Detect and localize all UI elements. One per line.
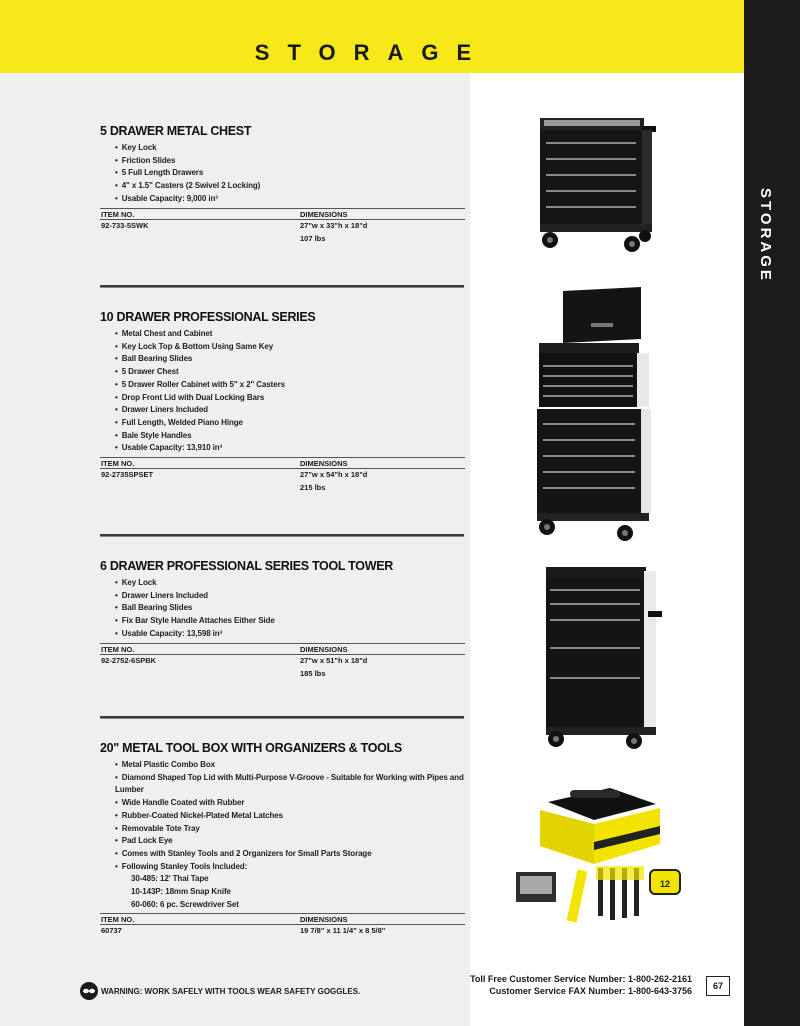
feature-item: • Metal Chest and Cabinet (115, 328, 465, 341)
feature-item: • Drawer Liners Included (115, 404, 465, 417)
chest-5-drawer-image (530, 112, 660, 258)
feature-item: • Following Stanley Tools Included: (115, 861, 465, 874)
feature-list (115, 759, 465, 911)
page-number: 67 (706, 976, 730, 996)
feature-item: • Pad Lock Eye (115, 835, 465, 848)
product-title: 5 DRAWER METAL CHEST (100, 124, 252, 138)
dimensions: 27"w x 33"h x 18"d (300, 220, 368, 230)
product-title: 20" METAL TOOL BOX WITH ORGANIZERS & TOOLS (100, 741, 402, 755)
spec-table (100, 913, 465, 938)
dimensions-header: DIMENSIONS (300, 459, 348, 469)
weight: 107 lbs (300, 233, 326, 243)
dimensions: 19 7/8" x 11 1/4" x 8 5/8" (300, 926, 386, 936)
product-title: 6 DRAWER PROFESSIONAL SERIES TOOL TOWER (100, 559, 393, 573)
feature-item: • Comes with Stanley Tools and 2 Organizers for Small Parts Storage (115, 848, 465, 861)
dimensions-header: DIMENSIONS (300, 209, 348, 219)
feature-list (115, 328, 465, 455)
product-10-drawer-series (100, 310, 465, 495)
included-tool: 60-060: 6 pc. Screwdriver Set (131, 899, 239, 909)
page-title: STORAGE (254, 40, 490, 65)
feature-item: • 5 Drawer Roller Cabinet with 5" x 2" Casters (115, 379, 465, 392)
fax-number: Customer Service FAX Number: 1-800-643-3756 (489, 986, 692, 996)
weight: 215 lbs (300, 483, 326, 493)
product-title: 10 DRAWER PROFESSIONAL SERIES (100, 310, 316, 324)
feature-item: • Wide Handle Coated with Rubber (115, 797, 465, 810)
spec-table (100, 457, 465, 495)
header-bar (0, 0, 744, 73)
tape-measure-label: 12 (659, 879, 671, 889)
side-tab-label: STORAGE (757, 188, 774, 283)
product-metal-tool-box (100, 741, 465, 938)
customer-service-info (470, 973, 692, 997)
spec-table (100, 643, 465, 681)
feature-item: • Metal Plastic Combo Box (115, 759, 465, 772)
item-no-header: ITEM NO. (101, 209, 135, 219)
feature-item: • Bale Style Handles (115, 430, 465, 443)
feature-item: • Rubber-Coated Nickel-Plated Metal Latches (115, 810, 465, 823)
spec-header-row (100, 458, 465, 469)
item-no-header: ITEM NO. (101, 459, 135, 469)
dimensions-header: DIMENSIONS (300, 915, 348, 925)
dimensions-header: DIMENSIONS (300, 644, 348, 654)
section-divider (100, 716, 464, 719)
item-no: 92-2735SPSET (101, 470, 154, 480)
included-tool: 10-143P: 18mm Snap Knife (131, 887, 231, 897)
feature-item: • Friction Slides (115, 155, 465, 168)
feature-item: • Key Lock (115, 577, 465, 590)
feature-item: • Key Lock Top & Bottom Using Same Key (115, 341, 465, 354)
feature-item: • 5 Full Length Drawers (115, 167, 465, 180)
spec-row (100, 482, 465, 495)
spec-header-row (100, 209, 465, 220)
feature-item: • Fix Bar Style Handle Attaches Either Side (115, 615, 465, 628)
feature-item: • Full Length, Welded Piano Hinge (115, 417, 465, 430)
feature-item: • Ball Bearing Slides (115, 602, 465, 615)
section-divider (100, 534, 464, 537)
spec-row (100, 469, 465, 482)
professional-series-image (533, 283, 658, 545)
feature-item: • Usable Capacity: 13,598 in³ (115, 628, 465, 641)
item-no-header: ITEM NO. (101, 644, 135, 654)
spec-row (100, 220, 465, 233)
feature-item: • 5 Drawer Chest (115, 366, 465, 379)
product-5-drawer-chest (100, 124, 465, 246)
weight: 185 lbs (300, 668, 326, 678)
spec-row (100, 233, 465, 246)
feature-list (115, 142, 465, 206)
feature-item: • Drop Front Lid with Dual Locking Bars (115, 392, 465, 405)
section-divider (100, 285, 464, 288)
product-tool-tower (100, 559, 465, 681)
feature-item: • Ball Bearing Slides (115, 353, 465, 366)
spec-row (100, 668, 465, 681)
toll-free-number: Toll Free Customer Service Number: 1-800-262-2161 (470, 974, 692, 984)
spec-table (100, 208, 465, 246)
spec-header-row (100, 644, 465, 655)
feature-item: • Usable Capacity: 9,000 in³ (115, 193, 465, 206)
spec-header-row (100, 914, 465, 925)
item-no: 92-2752-6SPBK (101, 655, 157, 665)
item-no: 60737 (101, 926, 122, 936)
dimensions: 27"w x 51"h x 18"d (300, 655, 368, 665)
included-tool: 30-485: 12' Thai Tape (131, 874, 209, 884)
side-tab (744, 0, 800, 1026)
feature-item: • Usable Capacity: 13,910 in³ (115, 442, 465, 455)
spec-row (100, 925, 465, 938)
warning-text: WARNING: WORK SAFELY WITH TOOLS WEAR SAFETY GOGGLES. (101, 986, 361, 996)
feature-list (115, 577, 465, 641)
item-no-header: ITEM NO. (101, 915, 135, 925)
feature-item: • 4" x 1.5" Casters (2 Swivel 2 Locking) (115, 180, 465, 193)
feature-item: • Diamond Shaped Top Lid with Multi-Purpose V-Groove - Suitable for Working with Pipes and Lumber (115, 772, 465, 797)
feature-item: • Removable Tote Tray (115, 823, 465, 836)
item-no: 92-733-5SWK (101, 220, 149, 230)
safety-goggles-icon (80, 982, 98, 1000)
safety-warning (80, 982, 360, 1000)
dimensions: 27"w x 54"h x 18"d (300, 470, 368, 480)
tool-box-with-tools-image (510, 784, 710, 934)
feature-item: • Drawer Liners Included (115, 590, 465, 603)
tool-tower-image (540, 563, 665, 751)
spec-row (100, 655, 465, 668)
feature-item: • Key Lock (115, 142, 465, 155)
